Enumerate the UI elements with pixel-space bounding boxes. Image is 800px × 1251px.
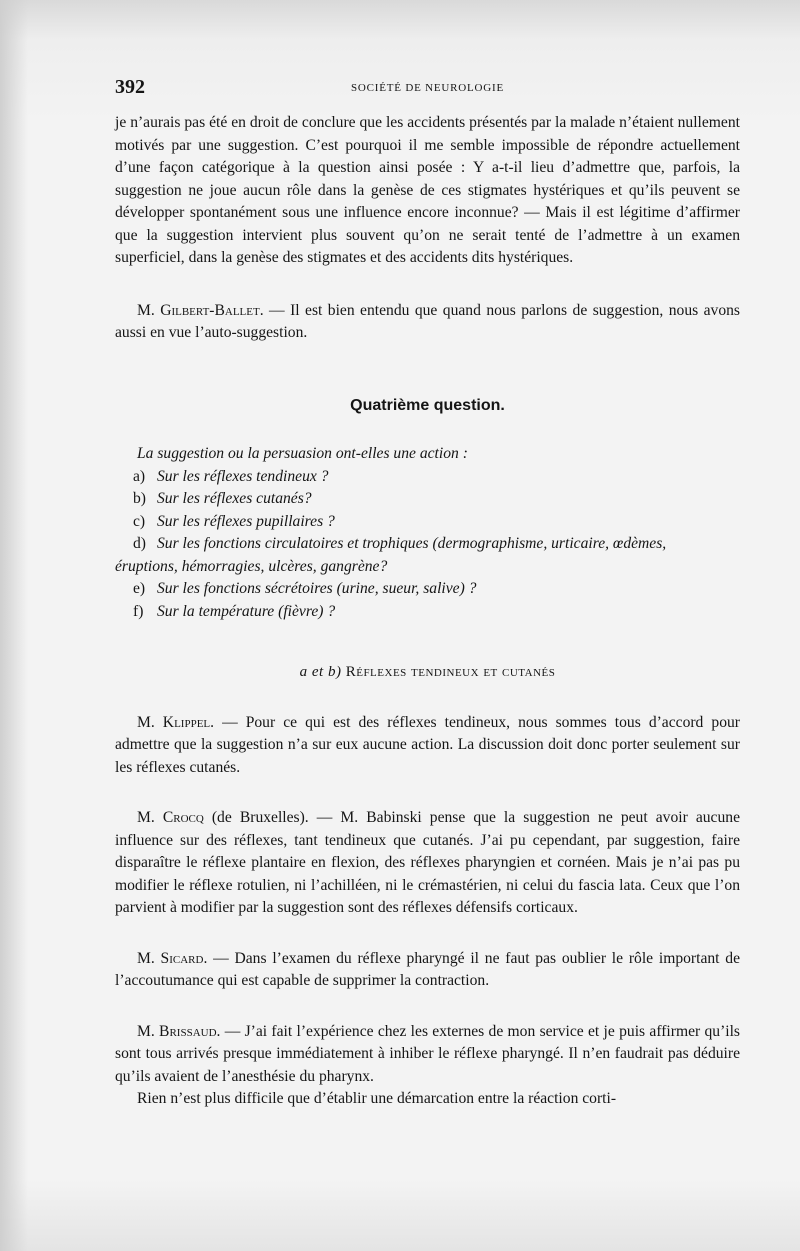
question-text: éruptions, hémorragies, ulcères, gangrène? — [115, 557, 388, 575]
question-text: Sur les réflexes pupillaires ? — [157, 512, 335, 530]
paragraph-text: — J’ai fait l’expérience chez les externes de mon service et je puis affirmer qu’ils sont tous arrivés presque immédiatement à inhiber le réflexe pharyngé. Il n’en faudrait pas déduire qu’ils avaient de l’anesthésie du pharynx. — [115, 1022, 740, 1085]
question-text: Sur la température (fièvre) ? — [157, 602, 336, 620]
question-block — [115, 443, 740, 623]
question-item-c — [115, 511, 740, 534]
question-letter: a) — [133, 467, 146, 485]
paragraph-text: — Dans l’examen du réflexe pharyngé il ne faut pas oublier le rôle important de l’accoutumance qui est capable de supprimer la contraction. — [115, 949, 740, 989]
question-item-d-continued — [115, 556, 740, 579]
question-text: Sur les fonctions sécrétoires (urine, sueur, salive) ? — [157, 580, 477, 597]
paragraph-brissaud — [115, 1021, 740, 1089]
question-item-b — [115, 488, 740, 511]
paragraph-text: — Pour ce qui est des réflexes tendineux, nous sommes tous d’accord pour admettre que la suggestion n’a sur eux aucune action. La discussion doit donc porter seulement sur les réflexes cutanés. — [115, 713, 740, 776]
page-header — [115, 76, 740, 100]
subsection-heading: Réflexes tendineux et cutanés — [341, 664, 556, 680]
page-body — [115, 112, 740, 1111]
speaker-name: M. Brissaud. — [137, 1022, 221, 1040]
question-text: Sur les fonctions circulatoires et trophiques (dermographisme, urticaire, œdèmes, — [157, 535, 667, 552]
paragraph-text: — Il est bien entendu que quand nous parlons de suggestion, nous avons aussi en vue l’auto-suggestion. — [115, 301, 740, 341]
question-letter: f) — [133, 602, 144, 620]
speaker-name: M. Klippel. — [137, 713, 215, 731]
question-intro: La suggestion ou la persuasion ont-elles une action : — [137, 445, 468, 462]
question-letter: e) — [133, 580, 146, 597]
question-letter: c) — [133, 512, 146, 530]
speaker-name: M. Gilbert-Ballet. — [137, 301, 264, 319]
page-number: 392 — [115, 76, 145, 98]
subsection-title — [115, 661, 740, 684]
question-item-a — [115, 466, 740, 489]
question-text: Sur les réflexes tendineux ? — [157, 467, 329, 485]
paragraph-gilbert-ballet — [115, 300, 740, 345]
paragraph-text: (de Bruxelles). — M. Babinski pense que la suggestion ne peut avoir aucune influence sur des réflexes, tant tendineux que cutanés. J’ai pu cependant, par suggestion, faire disparaître le réflexe plantaire en flexion, des réflexes pharyngien et cornéen. Mais je n’ai pas pu modifier le réflexe rotulien, ni l’achilléen, ni le crémastérien, ni celui du fascia lata. Ceux que l’on parvient à modifier par la suggestion sont des réflexes défensifs corticaux. — [115, 809, 740, 916]
speaker-name: M. Crocq — [137, 809, 204, 826]
speaker-name: M. Sicard. — [137, 949, 208, 967]
running-head: SOCIÉTÉ DE NEUROLOGIE — [350, 82, 505, 94]
paragraph-final: Rien n’est plus difficile que d’établir une démarcation entre la réaction corti- — [137, 1090, 617, 1107]
question-item-d — [115, 533, 740, 556]
question-letter: b) — [133, 490, 146, 507]
subsection-label: a et b) — [299, 664, 342, 680]
paragraph-crocq — [115, 807, 740, 920]
question-item-f — [115, 601, 740, 624]
question-item-e — [115, 578, 740, 601]
section-title: Quatrième question. — [350, 396, 505, 414]
question-text: Sur les réflexes cutanés? — [157, 490, 312, 507]
paragraph-continuation: je n’aurais pas été en droit de conclure que les accidents présentés par la malade n’étaient nullement motivés par une suggestion. C’est pourquoi il me semble impossible de répondre actuellement d’une façon catégorique à la question ainsi posée : Y a-t-il lieu d’admettre que, parfois, la suggestion ne joue aucun rôle dans la genèse de ces stigmates hystériques et qu’ils peuvent se développer spontanément sous une influence encore inconnue? — Mais il est légitime d’affirmer que la suggestion intervient plus souvent qu’on ne serait tenté de l’admettre à un examen superficiel, dans la genèse des stigmates et des accidents dits hystériques. — [115, 114, 740, 266]
question-letter: d) — [133, 535, 146, 552]
paragraph-klippel — [115, 712, 740, 780]
paragraph-sicard — [115, 948, 740, 993]
